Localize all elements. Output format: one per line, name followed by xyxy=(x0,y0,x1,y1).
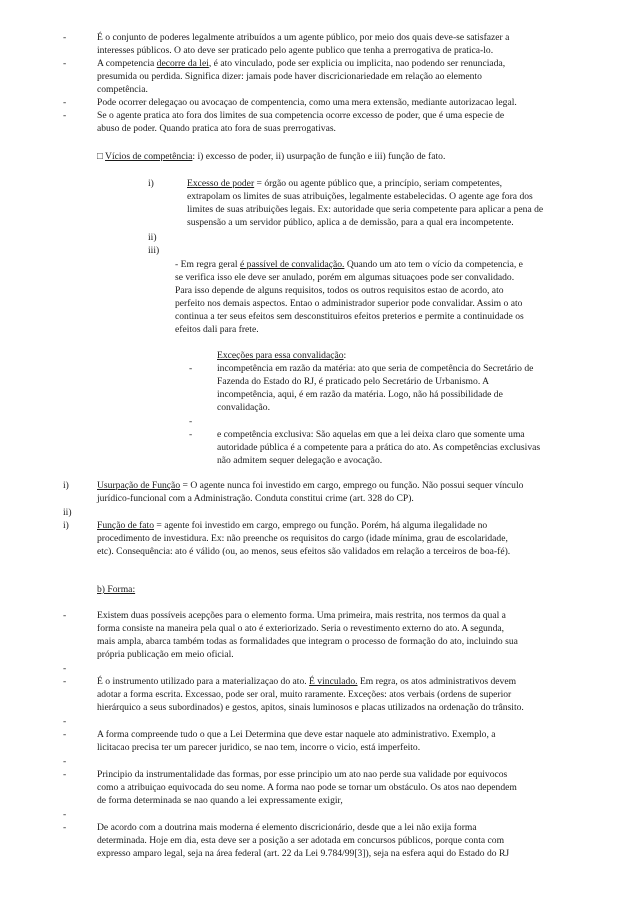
paragraph-line: expresso amparo legal, seja na área federal (art. 22 da Lei 9.784/99[3]), seja na esfera aqui do Estado do RJ xyxy=(97,848,510,859)
roman-numeral: iii) xyxy=(148,245,160,256)
underlined-phrase: Função de fato xyxy=(97,520,155,531)
bullet-marker: - xyxy=(63,716,67,727)
paragraph-line: continua a ter seus efeitos sem desconstituiros efeitos preterios e permite a continuidade os xyxy=(175,311,524,322)
paragraph-line: - Em regra geral é passível de convalidação. Quando um ato tem o vício da competencia, e xyxy=(175,259,523,270)
bullet-marker: - xyxy=(63,769,67,780)
bullet-marker: - xyxy=(63,97,67,108)
underlined-phrase: Excesso de poder xyxy=(187,178,255,189)
paragraph-line: A competencia decorre da lei, é ato vinculado, pode ser explicia ou implicita, nao podendo ser renunciada, xyxy=(97,58,506,69)
paragraph-line: De acordo com a doutrina mais moderna é elemento discricionário, desde que a lei não exija forma xyxy=(97,822,477,833)
paragraph-line: incompetência em razão da matéria: ato que seria de competência do Secretário de xyxy=(217,363,534,374)
paragraph-line: e competência exclusiva: São aquelas em que a lei deixa claro que somente uma xyxy=(217,429,525,440)
underlined-phrase: Usurpação de Função xyxy=(97,480,181,491)
vicios-line: □ Vícios de competência: i) excesso de poder, ii) usurpação de função e iii) função de fato. xyxy=(97,151,446,162)
paragraph-line: de forma determinada se nao quando a lei expressamente exigir, xyxy=(97,795,343,806)
bullet-marker: - xyxy=(63,729,67,740)
paragraph-line: como a atribuiçao equivocada do seu nome. A forma nao pode se tornar um obstáculo. Os atos nao dependem xyxy=(97,782,517,793)
bullet-marker: - xyxy=(189,363,193,374)
underlined-phrase: Vícios de competência xyxy=(105,151,193,162)
paragraph-line: Para isso depende de alguns requisitos, todos os outros requisitos estao de acordo, ato xyxy=(175,285,504,296)
paragraph-line: Principio da instrumentalidade das formas, por esse principio um ato nao perde sua validade por equivocos xyxy=(97,769,508,780)
underlined-phrase: Exceções para essa convalidação xyxy=(217,350,344,361)
paragraph-line: determinada. Hoje em dia, esta deve ser a posição a ser adotada em concursos públicos, porque conta com xyxy=(97,835,505,846)
checkbox-glyph: □ xyxy=(97,151,103,162)
bullet-marker: - xyxy=(63,110,67,121)
bullet-marker: - xyxy=(63,822,67,833)
paragraph-line: perfeito nos demais aspectos. Entao o administrador superior pode convalidar. Assim o ato xyxy=(175,298,523,309)
bullet-marker: - xyxy=(63,756,67,767)
paragraph-line: se verifica isso ele deve ser anulado, porém em algumas situaçoes pode ser convalidado. xyxy=(175,272,515,283)
paragraph-line: limites de suas atribuições legais. Ex: autoridade que seria competente para aplicar a pena de xyxy=(187,204,544,215)
paragraph-line: Se o agente pratica ato fora dos limites de sua competencia ocorre excesso de poder, que é uma especie de xyxy=(97,110,505,121)
roman-numeral: i) xyxy=(63,480,69,491)
bullet-marker: - xyxy=(63,676,67,687)
bullet-marker: - xyxy=(63,610,67,621)
paragraph-line: própria publicação em meio oficial. xyxy=(97,649,234,660)
roman-numeral: i) xyxy=(148,178,154,189)
paragraph-line: Fazenda do Estado do RJ, é praticado pelo Secretário de Urbanismo. A xyxy=(217,376,490,387)
bullet-marker: - xyxy=(63,58,67,69)
excecoes-heading: Exceções para essa convalidação: xyxy=(217,350,347,361)
paragraph-line: efeitos dali para frete. xyxy=(175,324,259,335)
paragraph-line: suspensão a um servidor público, aplica a de demissão, para a qual era incompetente. xyxy=(187,217,514,228)
paragraph-line: interesses públicos. O ato deve ser praticado pelo agente publico que tenha a prerrogativa de pratica-lo. xyxy=(97,45,494,56)
paragraph-line: É o conjunto de poderes legalmente atribuídos a um agente público, por meio dos quais deve-se satisfazer a xyxy=(97,32,510,43)
underlined-phrase: É vinculado. xyxy=(309,676,358,687)
paragraph-line: jurídico-funcional com a Administração. Conduta constitui crime (art. 328 do CP). xyxy=(97,493,414,504)
bullet-marker: - xyxy=(63,32,67,43)
paragraph-line: mais ampla, abarca também todas as formalidades que integram o processo de formação do ato, incluindo sua xyxy=(97,636,518,647)
paragraph-line: convalidação. xyxy=(217,402,271,413)
paragraph-line: procedimento de investidura. Ex: não preenche os requisitos do cargo (idade mínima, grau de escolaridade, xyxy=(97,533,508,544)
bullet-marker: - xyxy=(189,429,193,440)
paragraph-line: adotar a forma escrita. Excessao, pode ser oral, muito raramente. Exceções: atos verbais (ordens de superior xyxy=(97,689,512,700)
paragraph-line: presumida ou perdida. Significa dizer: jamais pode haver discricionariedade em relação ao elemento xyxy=(97,71,482,82)
paragraph-line: Usurpação de Função = O agente nunca foi investido em cargo, emprego ou função. Não possui sequer vínculo xyxy=(97,480,524,491)
roman-numeral: i) xyxy=(63,520,69,531)
underlined-phrase: decorre da lei xyxy=(156,58,209,69)
paragraph-line: abuso de poder. Quando pratica ato fora de suas prerrogativas. xyxy=(97,123,336,134)
paragraph-line: hierárquico a seus subordinados) e gestos, apitos, sinais luminosos e placas utilizados na ordenação do trânsito. xyxy=(97,702,524,713)
paragraph-line: Função de fato = agente foi investido em cargo, emprego ou função. Porém, há alguma ilegalidade no xyxy=(97,520,488,531)
paragraph-line: competência. xyxy=(97,84,148,95)
paragraph-line: extrapolam os limites de suas atribuições, legalmente estabelecidas. O agente age fora dos xyxy=(187,191,533,202)
bullet-marker: - xyxy=(63,663,67,674)
section-heading: b) Forma: xyxy=(97,584,136,595)
underlined-phrase: é passível de convalidação. xyxy=(240,259,345,270)
paragraph-line: não admitem sequer delegação e avocação. xyxy=(217,455,383,466)
paragraph-line: etc). Consequência: ato é válido (ou, ao menos, seus efeitos são validados em relação a terceiros de boa-fé). xyxy=(97,546,511,557)
roman-numeral: ii) xyxy=(63,507,72,518)
paragraph-line: incompetência, aqui, é em razão da matéria. Logo, não há possibilidade de xyxy=(217,389,503,400)
paragraph-line: A forma compreende tudo o que a Lei Determina que deve estar naquele ato administrativo. Exemplo, a xyxy=(97,729,496,740)
paragraph-line: forma consiste na maneira pela qual o ato é exteriorizado. Seria o revestimento externo do ato. A segunda, xyxy=(97,623,505,634)
paragraph-line: Existem duas possíveis acepções para o elemento forma. Uma primeira, mais restrita, nos termos da qual a xyxy=(97,610,506,621)
bullet-marker: - xyxy=(63,809,67,820)
bullet-marker: - xyxy=(189,416,193,427)
paragraph-line: Excesso de poder = órgão ou agente público que, a princípio, seriam competentes, xyxy=(187,178,503,189)
paragraph-line: É o instrumento utilizado para a materializaçao do ato. É vinculado. Em regra, os atos administrativos devem xyxy=(97,676,517,687)
paragraph-line: Pode ocorrer delegaçao ou avocaçao de compentencia, como uma mera extensão, mediante autorizacao legal. xyxy=(97,97,517,108)
paragraph-line: licitacao precisa ter um parecer juridico, se nao tem, incorre o vicio, está imperfeito. xyxy=(97,742,421,753)
roman-numeral: ii) xyxy=(148,232,157,243)
paragraph-line: autoridade pública é a competente para a prática do ato. As competências exclusivas xyxy=(217,442,541,453)
